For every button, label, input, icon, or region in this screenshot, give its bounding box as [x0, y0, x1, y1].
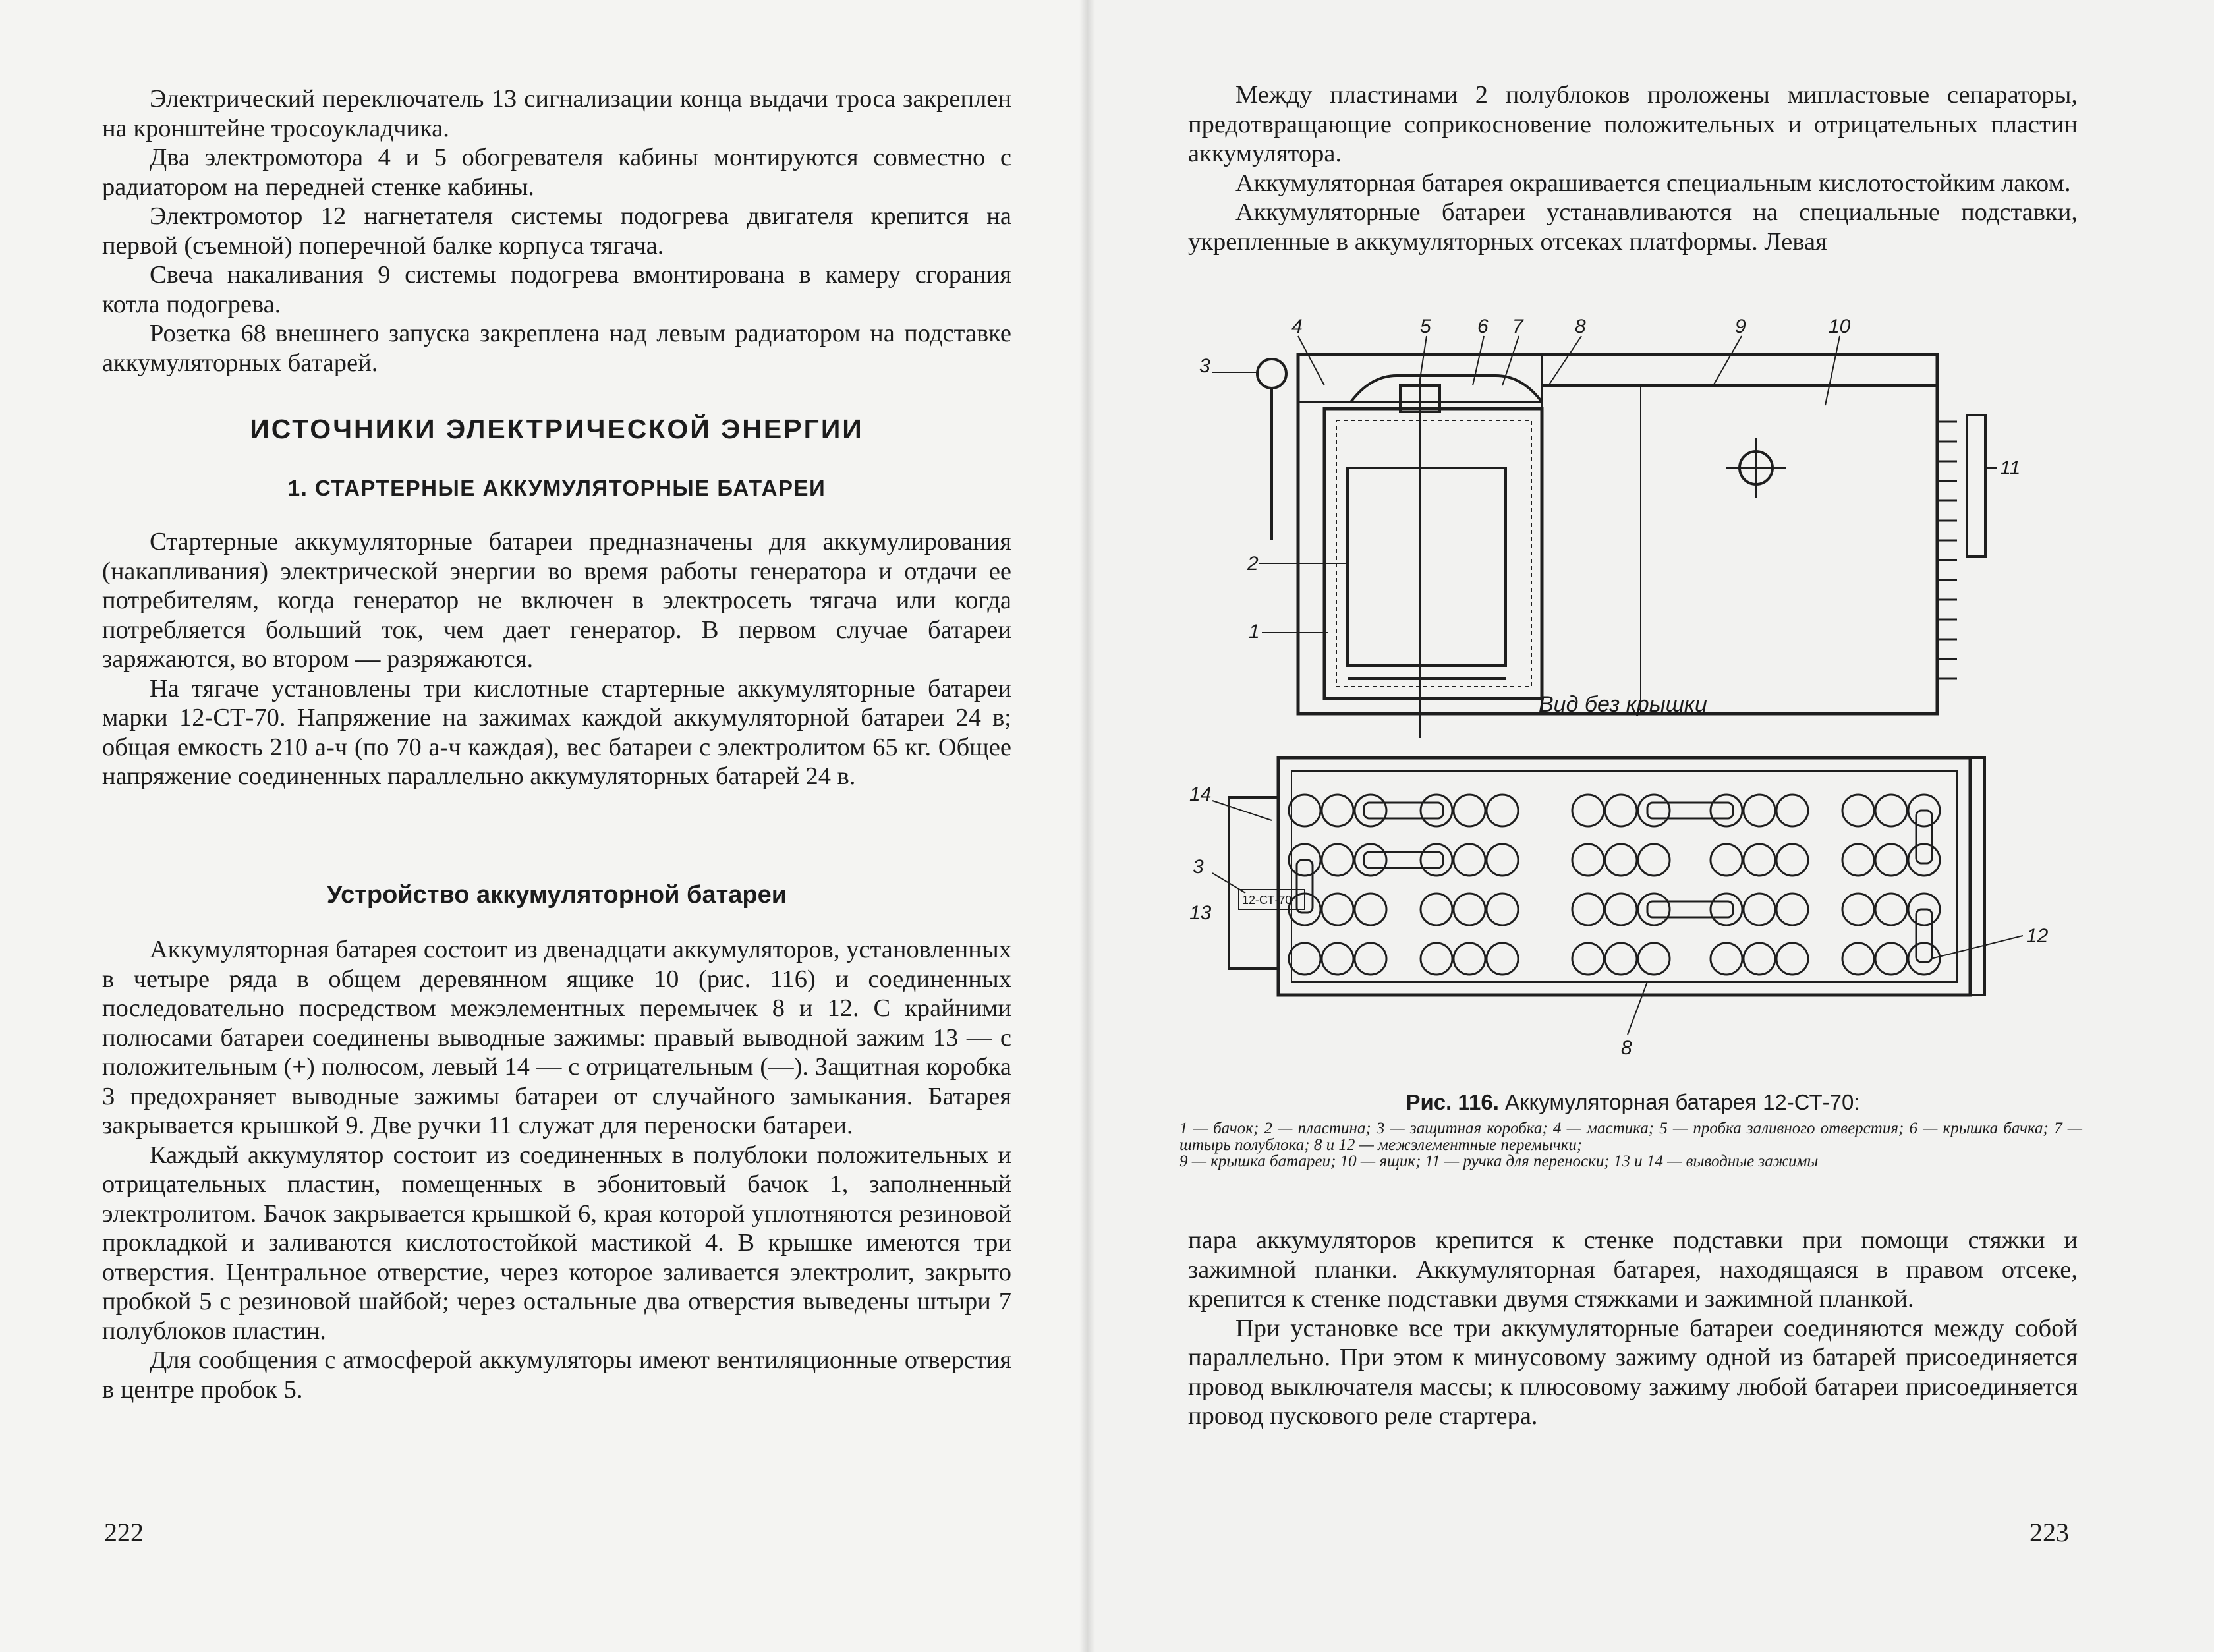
callout-6: 6 [1477, 316, 1489, 337]
callout-8a: 8 [1575, 316, 1586, 337]
paragraph: Стартерные аккумуляторные батареи предназначены для аккумулирования (накапливания) электрической энергии во время работы генератора и отдачи ее потребителям, когда генератор не включен в электросеть тягача или когда потребляется больший ток, чем дает генератор. В первом случае батареи заряжаются, во втором — разряжаются. [102, 528, 1011, 673]
top-view-drawing [1212, 758, 2023, 1035]
paragraph: Электромотор 12 нагнетателя системы подогрева двигателя крепится на первой (съемной) поперечной балке корпуса тягача. [102, 202, 1011, 260]
paragraph: Каждый аккумулятор состоит из соединенных в полублоки положительных и отрицательных пластин, помещенных в эбонитовый бачок 1, заполненный электролитом. Бачок закрывается крышкой 6, края которой уплотняются резиновой прокладкой и заливаются кислотостойкой мастикой 4. В крышке имеются три отверстия. Центральное отверстие, через которое заливается электролит, закрыто пробкой 5 с резиновой шайбой; через остальные два отверстия выведены штыри 7 полублоков пластин. [102, 1141, 1011, 1345]
page-number-left: 222 [104, 1518, 144, 1547]
figure-caption-title [1188, 1090, 2078, 1115]
view-label: Вид без крышки [1539, 692, 1707, 717]
callout-1: 1 [1249, 621, 1260, 642]
left-device-text [102, 935, 1011, 1404]
right-top-text [1188, 80, 2078, 256]
battery-figure [1173, 310, 2082, 1084]
callout-4: 4 [1292, 316, 1303, 337]
book-gutter [1079, 0, 1095, 1652]
paragraph: Аккумуляторные батареи устанавливаются на специальные подставки, укрепленные в аккумуляторных отсеках платформы. Левая [1188, 198, 2078, 256]
callout-13: 13 [1189, 902, 1212, 924]
paragraph: Свеча накаливания 9 системы подогрева вмонтирована в камеру сгорания котла подогрева. [102, 261, 1011, 318]
paragraph: пара аккумуляторов крепится к стенке подставки при помощи стяжки и зажимной планки. Аккумуляторная батарея, находящаяся в правом отсеке, крепится к стенке подставки двумя стяжками и зажимной планкой. [1188, 1226, 2078, 1313]
paragraph: Электрический переключатель 13 сигнализации конца выдачи троса закреплен на кронштейне тросоукладчика. [102, 85, 1011, 142]
paragraph: При установке все три аккумуляторные батареи соединяются между собой параллельно. При этом к минусовому зажиму одной из батарей присоединяется провод выключателя массы; к плюсовому зажиму любой батареи присоединяется провод пускового реле стартера. [1188, 1314, 2078, 1430]
callout-11: 11 [2000, 457, 2021, 479]
callout-14: 14 [1189, 783, 1212, 805]
left-section-text [102, 527, 1011, 791]
callout-10: 10 [1829, 316, 1851, 337]
subsection-title: 1. СТАРТЕРНЫЕ АККУМУЛЯТОРНЫЕ БАТАРЕИ [287, 476, 826, 500]
callout-9: 9 [1735, 316, 1746, 337]
caption-text: Аккумуляторная батарея 12-СТ-70: [1505, 1090, 1860, 1114]
figure-legend [1179, 1120, 2082, 1170]
side-view-drawing [1212, 336, 1997, 738]
callout-3b: 3 [1193, 856, 1204, 878]
page-number-right: 223 [2030, 1518, 2069, 1547]
caption-prefix: Рис. 116. [1405, 1090, 1499, 1114]
callout-12: 12 [2026, 925, 2049, 947]
paragraph: На тягаче установлены три кислотные стартерные аккумуляторные батареи марки 12-СТ-70. Напряжение на зажимах каждой аккумуляторной батареи 24 в; общая емкость 210 а-ч (по 70 а-ч каждая), вес батареи с электролитом 65 кг. Общее напряжение соединенных параллельно аккумуляторных батарей 24 в. [102, 674, 1011, 790]
right-bottom-text [1188, 1226, 2078, 1431]
callout-3a: 3 [1199, 355, 1210, 377]
callout-2: 2 [1247, 553, 1259, 575]
callout-7: 7 [1512, 316, 1523, 337]
paragraph: Розетка 68 внешнего запуска закреплена над левым радиатором на подставке аккумуляторных батарей. [102, 320, 1011, 377]
callout-8b: 8 [1621, 1037, 1632, 1059]
paragraph: Два электромотора 4 и 5 обогревателя кабины монтируются совместно с радиатором на передней стенке кабины. [102, 144, 1011, 201]
paragraph: Аккумуляторная батарея окрашивается специальным кислотостойким лаком. [1235, 169, 2071, 197]
subheading: Устройство аккумуляторной батареи [326, 881, 787, 909]
callout-5: 5 [1420, 316, 1431, 337]
paragraph: Для сообщения с атмосферой аккумуляторы имеют вентиляционные отверстия в центре пробок 5. [102, 1346, 1011, 1404]
section-title: ИСТОЧНИКИ ЭЛЕКТРИЧЕСКОЙ ЭНЕРГИИ [250, 414, 864, 444]
paragraph: Между пластинами 2 полублоков проложены мипластовые сепараторы, предотвращающие соприкосновение положительных и отрицательных пластин аккумулятора. [1188, 81, 2078, 167]
legend-line: 9 — крышка батареи; 10 — ящик; 11 — ручка для переноски; 13 и 14 — выводные зажимы [1179, 1153, 1819, 1170]
left-intro-text [102, 84, 1011, 378]
legend-line: 1 — бачок; 2 — пластина; 3 — защитная коробка; 4 — мастика; 5 — пробка заливного отверстия; 6 — крышка бачка; 7 — штырь полублока; 8 и 12 — межэлементные перемычки; [1179, 1120, 2082, 1154]
paragraph: Аккумуляторная батарея состоит из двенадцати аккумуляторов, установленных в четыре ряда в общем деревянном ящике 10 (рис. 116) и соединенных последовательно посредством межэлементных перемычек 8 и 12. С крайними полюсами батареи соединены выводные зажимы: правый выводной зажим 13 — с положительным (+) полюсом, левый 14 — с отрицательным (—). Защитная коробка 3 предохраняет выводные зажимы батареи от случайного замыкания. Батарея закрывается крышкой 9. Две ручки 11 служат для переноски батареи. [102, 936, 1011, 1139]
plate-label: 12-СТ-70 [1242, 894, 1292, 907]
